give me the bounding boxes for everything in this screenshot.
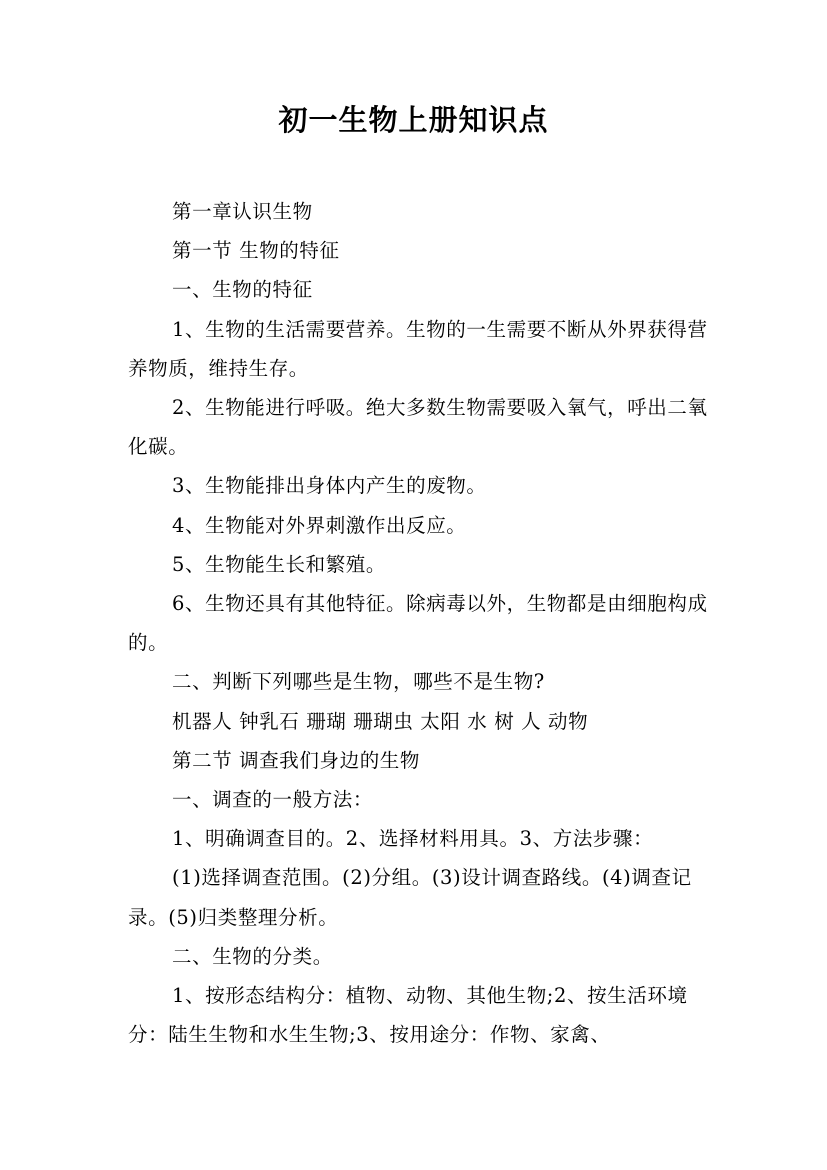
paragraph: 5、生物能生长和繁殖。 [172,552,387,576]
paragraph: 机器人 钟乳石 珊瑚 珊瑚虫 太阳 水 树 人 动物 [172,709,589,733]
paragraph: 2、生物能进行呼吸。绝大多数生物需要吸入氧气，呼出二氧化碳。 [128,396,708,459]
paragraph: 二、判断下列哪些是生物，哪些不是生物? [172,670,545,694]
document-title: 初一生物上册知识点 [278,103,549,137]
paragraph: 第一章认识生物 [172,200,313,223]
paragraph: 4、生物能对外界刺激作出反应。 [172,513,467,537]
paragraph: 第二节 调查我们身边的生物 [172,748,420,772]
paragraph: (1)选择调查范围。(2)分组。(3)设计调查路线。(4)调查记录。(5)归类整理分析。 [128,866,692,929]
paragraph: 1、按形态结构分：植物、动物、其他生物;2、按生活环境分：陆生生物和水生生物;3、按用途分：作物、家禽、 [128,984,688,1047]
paragraph: 1、生物的生活需要营养。生物的一生需要不断从外界获得营养物质，维持生存。 [128,317,708,380]
paragraph: 1、明确调查目的。2、选择材料用具。3、方法步骤： [172,827,654,851]
paragraph: 一、调查的一般方法： [172,788,374,812]
paragraph: 6、生物还具有其他特征。除病毒以外，生物都是由细胞构成的。 [128,592,708,655]
document-body [128,192,713,1054]
paragraph: 一、生物的特征 [172,278,313,302]
paragraph: 3、生物能排出身体内产生的废物。 [172,474,487,498]
paragraph: 二、生物的分类。 [172,944,333,968]
paragraph: 第一节 生物的特征 [172,239,340,263]
